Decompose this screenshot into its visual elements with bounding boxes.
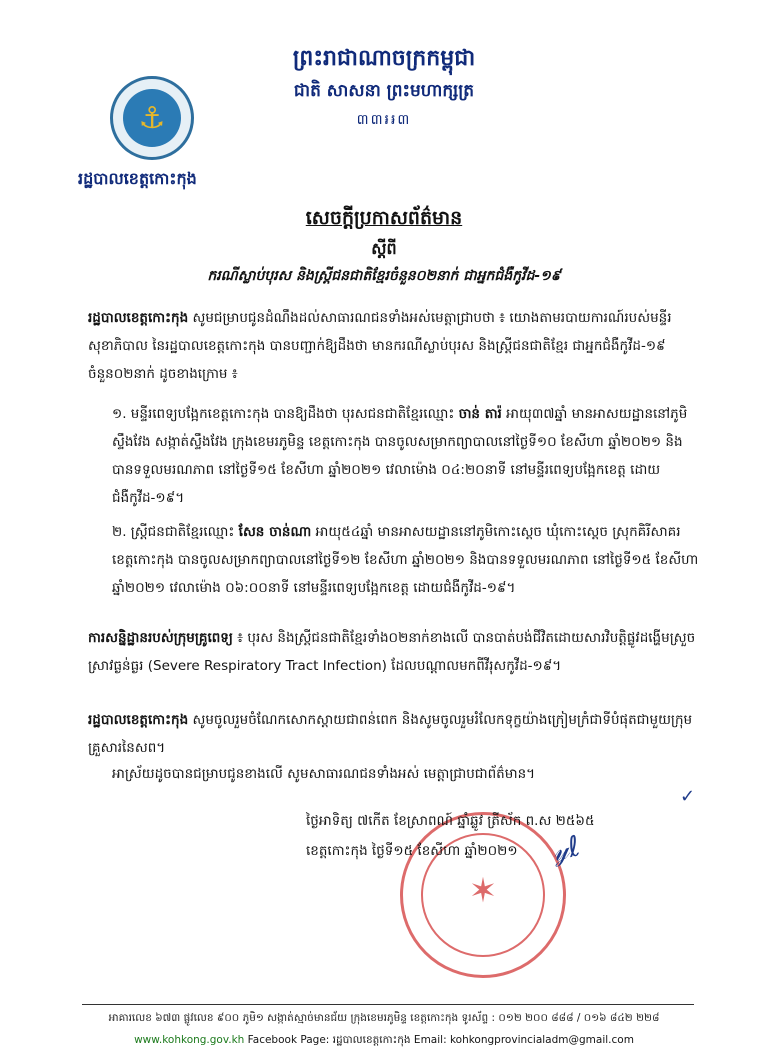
provincial-seal-icon: ⚓ [110, 76, 194, 160]
paragraph-diagnosis [88, 624, 700, 680]
diagnosis-lead: ការសន្និដ្ឋានរបស់ក្រុមគ្រូពេទ្យ [88, 630, 233, 646]
person-name: ចាន់ តារ៉ [458, 406, 502, 422]
solar-date: ខេត្តកោះកុង ថ្ងៃទី១៥ ខែសីហា ឆ្នាំ២០២១ [306, 843, 518, 859]
item-text: មន្ទីរពេទ្យបង្អែកខេត្តកោះកុង បានឱ្យដឹងថា បុរសជនជាតិខ្មែរឈ្មោះ [126, 406, 459, 422]
item-text: អាយុ៣៧ឆ្នាំ មានអាសយដ្ឋាននៅភូមិស្ទឹងវែង សង្កាត់ស្ទឹងវែង ក្រុងខេមរភូមិន្ទ ខេត្តកោះកុង បានចូលសម្រាកព្យាបាលនៅថ្ងៃទី១០ ខែសីហា ឆ្នាំ២០២១ និងបានទទួលមរណភាព នៅថ្ងៃទី១៥ ខែសីហា ឆ្នាំ២០២១ វេលាម៉ោង ០៤:២០នាទី នៅមន្ទីរពេទ្យបង្អែកខេត្ត ដោយជំងឺកូវីដ-១៩។ [112, 406, 688, 506]
website-link[interactable]: www.kohkong.gov.kh [134, 1034, 245, 1046]
national-motto: ជាតិ សាសនា ព្រះមហាក្សត្រ [293, 81, 475, 101]
paragraph-condolence [88, 706, 700, 762]
list-item [112, 400, 700, 512]
item-number: ២. [112, 524, 127, 540]
footer-address: អាគារលេខ ៦៧៣ ផ្លូវលេខ ៩០០ ភូមិ១ សង្កាត់ស្មាច់មានជ័យ ក្រុងខេមរភូមិន្ទ ខេត្តកោះកុង ទូរស័ព្ទ : ០១២ ២០០ ៨៨៨ / ០១៦ ៨៤២ ២២៨ [108, 1012, 660, 1024]
condolence-text: សូមចូលរួមចំណែកសោកស្តាយជាពន់ពេក និងសូមចូលរួមរំលែកទុក្ខយ៉ាងក្រៀមក្រំជាទីបំផុតជាមួយក្រុមគ្រួសារនៃសព។ [88, 712, 693, 756]
ornament: ៣៣៛៛៣ [356, 112, 412, 128]
item-text: អាយុ៥៤ឆ្នាំ មានអាសយដ្ឋាននៅភូមិកោះស្តេច ឃុំកោះស្តេច ស្រុកគិរីសាគរ ខេត្តកោះកុង បានចូលសម្រាកព្យាបាលនៅថ្ងៃទី១២ ខែសីហា ឆ្នាំ២០២១ និងបានទទួលមរណភាព នៅថ្ងៃទី១៥ ខែសីហា ឆ្នាំ២០២១ វេលាម៉ោង ០៦:០០នាទី នៅមន្ទីរពេទ្យបង្អែកខេត្ត ដោយជំងឺកូវីដ-១៩។ [112, 524, 699, 596]
paragraph-intro [88, 304, 700, 388]
intro-text: សូមជម្រាបជូនដំណឹងដល់សាធារណជនទាំងអស់មេត្តាជ្រាបថា ៖ យោងតាមរបាយការណ៍របស់មន្ទីរសុខាភិបាល នៃរដ្ឋបាលខេត្តកោះកុង បានបញ្ជាក់ឱ្យដឹងថា មានករណីស្លាប់បុរស និងស្ត្រីជនជាតិខ្មែរ ជាអ្នកជំងឺកូវីដ-១៩ ចំនួន០២នាក់ ដូចខាងក្រោម ៖ [88, 310, 672, 382]
lunar-date: ថ្ងៃអាទិត្យ ៧កើត ខែស្រាពណ៍ ឆ្នាំឆ្លូវ ត្រីស័ក ព.ស ២៥៦៥ [306, 813, 595, 829]
item-text: ស្ត្រីជនជាតិខ្មែរឈ្មោះ [126, 524, 239, 540]
title-about: ស្តីពី [371, 239, 397, 258]
page-title: សេចក្តីប្រកាសព័ត៌មាន [305, 207, 463, 229]
item-number: ១. [112, 406, 127, 422]
subject-line: ករណីស្លាប់បុរស និងស្ត្រីជនជាតិខ្មែរចំនួន០២នាក់ ជាអ្នកជំងឺកូវីដ-១៩ [207, 268, 561, 284]
signature-icon: 𝓎ℓ [548, 829, 584, 868]
footer-contact [0, 1034, 768, 1049]
list-item [112, 518, 700, 602]
kingdom-title: ព្រះរាជាណាចក្រកម្ពុជា [292, 46, 476, 71]
initial-mark-icon: ✓ [680, 786, 696, 807]
official-stamp-icon: ✶ [400, 812, 566, 978]
footer-divider [82, 1004, 694, 1005]
condolence-lead: រដ្ឋបាលខេត្តកោះកុង [88, 712, 189, 728]
intro-lead: រដ្ឋបាលខេត្តកោះកុង [88, 310, 189, 326]
paragraph-closing: អាស្រ័យដូចបានជម្រាបជូនខាងលើ សូមសាធារណជនទាំងអស់ មេត្តាជ្រាបជាព័ត៌មាន។ [112, 766, 536, 782]
email-text: Email: kohkongprovincialadm@gmail.com [410, 1034, 634, 1046]
person-name: សែន ចាន់ណា [238, 524, 312, 540]
diagnosis-text: ៖ បុរស និងស្ត្រីជនជាតិខ្មែរទាំង០២នាក់ខាងលើ បានបាត់បង់ជីវិតដោយសារវិបត្តិផ្លូវដង្ហើមស្រួចស្រាវធ្ងន់ធ្ងរ (Severe Respiratory Tract Infection) ដែលបណ្តាលមកពីវីរុសកូវីដ-១៩។ [88, 630, 696, 674]
facebook-text: Facebook Page: រដ្ឋបាលខេត្តកោះកុង [244, 1034, 411, 1046]
administration-name: រដ្ឋបាលខេត្តកោះកុង [78, 169, 197, 188]
